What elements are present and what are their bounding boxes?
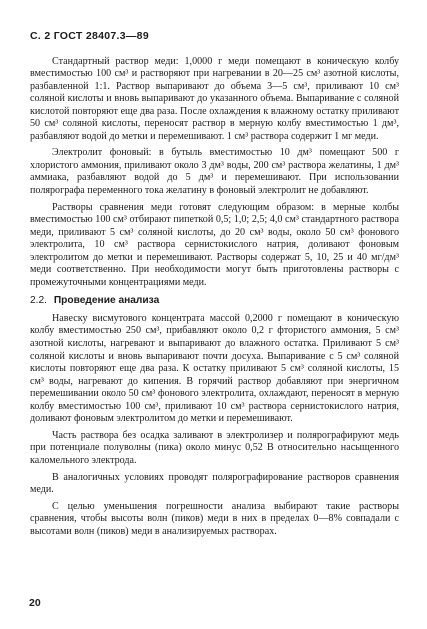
paragraph-background-electrolyte: Электролит фоновый: в бутыль вместимостью 10 дм³ помещают 500 г хлористого аммония, приливают около 3 дм³ воды, 200 см³ раствора желатины, 1 дм³ аммиака, разбавляют водой до 5 дм³ и перемешивают. При использовании полярографа переменного тока желатину в фоновый электролит не добавляют. — [30, 147, 399, 197]
page-label: С. 2 — [30, 30, 51, 42]
paragraph-comparison-solutions: Растворы сравнения меди готовят следующим образом: в мерные колбы вместимостью 100 см³ отбирают пипеткой 0,5; 1,0; 2,5; 4,0 см³ стандартного раствора меди, приливают 5 см³ соляной кислоты, до 20 см³ воды, около 50 см³ фонового электролита, 10 см³ раствора сернистокислого натрия, доливают фоновым электролитом до метки и перемешивают. Растворы содержат 5, 10, 25 и 40 мг/дм³ меди соответственно. При необходимости могут быть приготовлены растворы с промежуточными концентрациями меди. — [30, 201, 399, 288]
paragraph-polarography: Часть раствора без осадка заливают в электролизер и полярографируют медь при потенциале полуволны (пика) около минус 0,52 В относительно насыщенного каломельного электрода. — [30, 429, 399, 466]
page-number: 20 — [29, 597, 41, 609]
paragraph-error-reduction: С целью уменьшения погрешности анализа выбирают такие растворы сравнения, чтобы высоты волн (пиков) меди в них в пределах 0—8% совпадали с высотами волн (пиков) меди в анализируемых растворах. — [30, 500, 399, 537]
section-number: 2.2. — [30, 295, 47, 307]
paragraph-sample-preparation: Навеску висмутового концентрата массой 0,2000 г помещают в коническую колбу вместимостью 250 см³, прибавляют около 0,2 г фтористого аммония, 5 см³ азотной кислоты, нагревают и выпаривают до влажного остатка. Приливают 5 см³ соляной кислоты и вновь выпаривают почти досуха. Выпаривание с 5 см³ соляной кислоты повторяют еще два раза. К остатку приливают 5 см³ соляной кислоты, 15 см³ воды, нагревают до кипения. В горячий раствор добавляют при энергичном перемешивании около 50 см³ фонового электролита, охлаждают, переносят в мерную колбу вместимостью 100 см³, приливают 10 см³ раствора сернистокислого натрия, доливают фоновым электролитом до метки и перемешивают. — [30, 312, 399, 425]
paragraph-standard-solution: Стандартный раствор меди: 1,0000 г меди помещают в коническую колбу вместимостью 100 см³ и растворяют при нагревании в 20—25 см³ азотной кислоты, разбавленной 1:1. Раствор выпаривают до объема 3—5 см³, приливают 10 см³ соляной кислоты и вновь выпаривают до указанного объема. Выпаривание с соляной кислотой повторяют еще два раза. После охлаждения к влажному остатку приливают 50 см³ соляной кислоты, переносят раствор в мерную колбу вместимостью 1 дм³, разбавляют водой до метки и перемешивают. 1 см³ раствора содержит 1 мг меди. — [30, 55, 399, 142]
paragraph-comparison-polarography: В аналогичных условиях проводят полярографирование растворов сравнения меди. — [30, 471, 399, 496]
page-header — [30, 30, 399, 43]
section-title: Проведение анализа — [53, 295, 160, 307]
section-heading — [30, 295, 399, 308]
standard-designation: ГОСТ 28407.3—89 — [53, 30, 149, 42]
